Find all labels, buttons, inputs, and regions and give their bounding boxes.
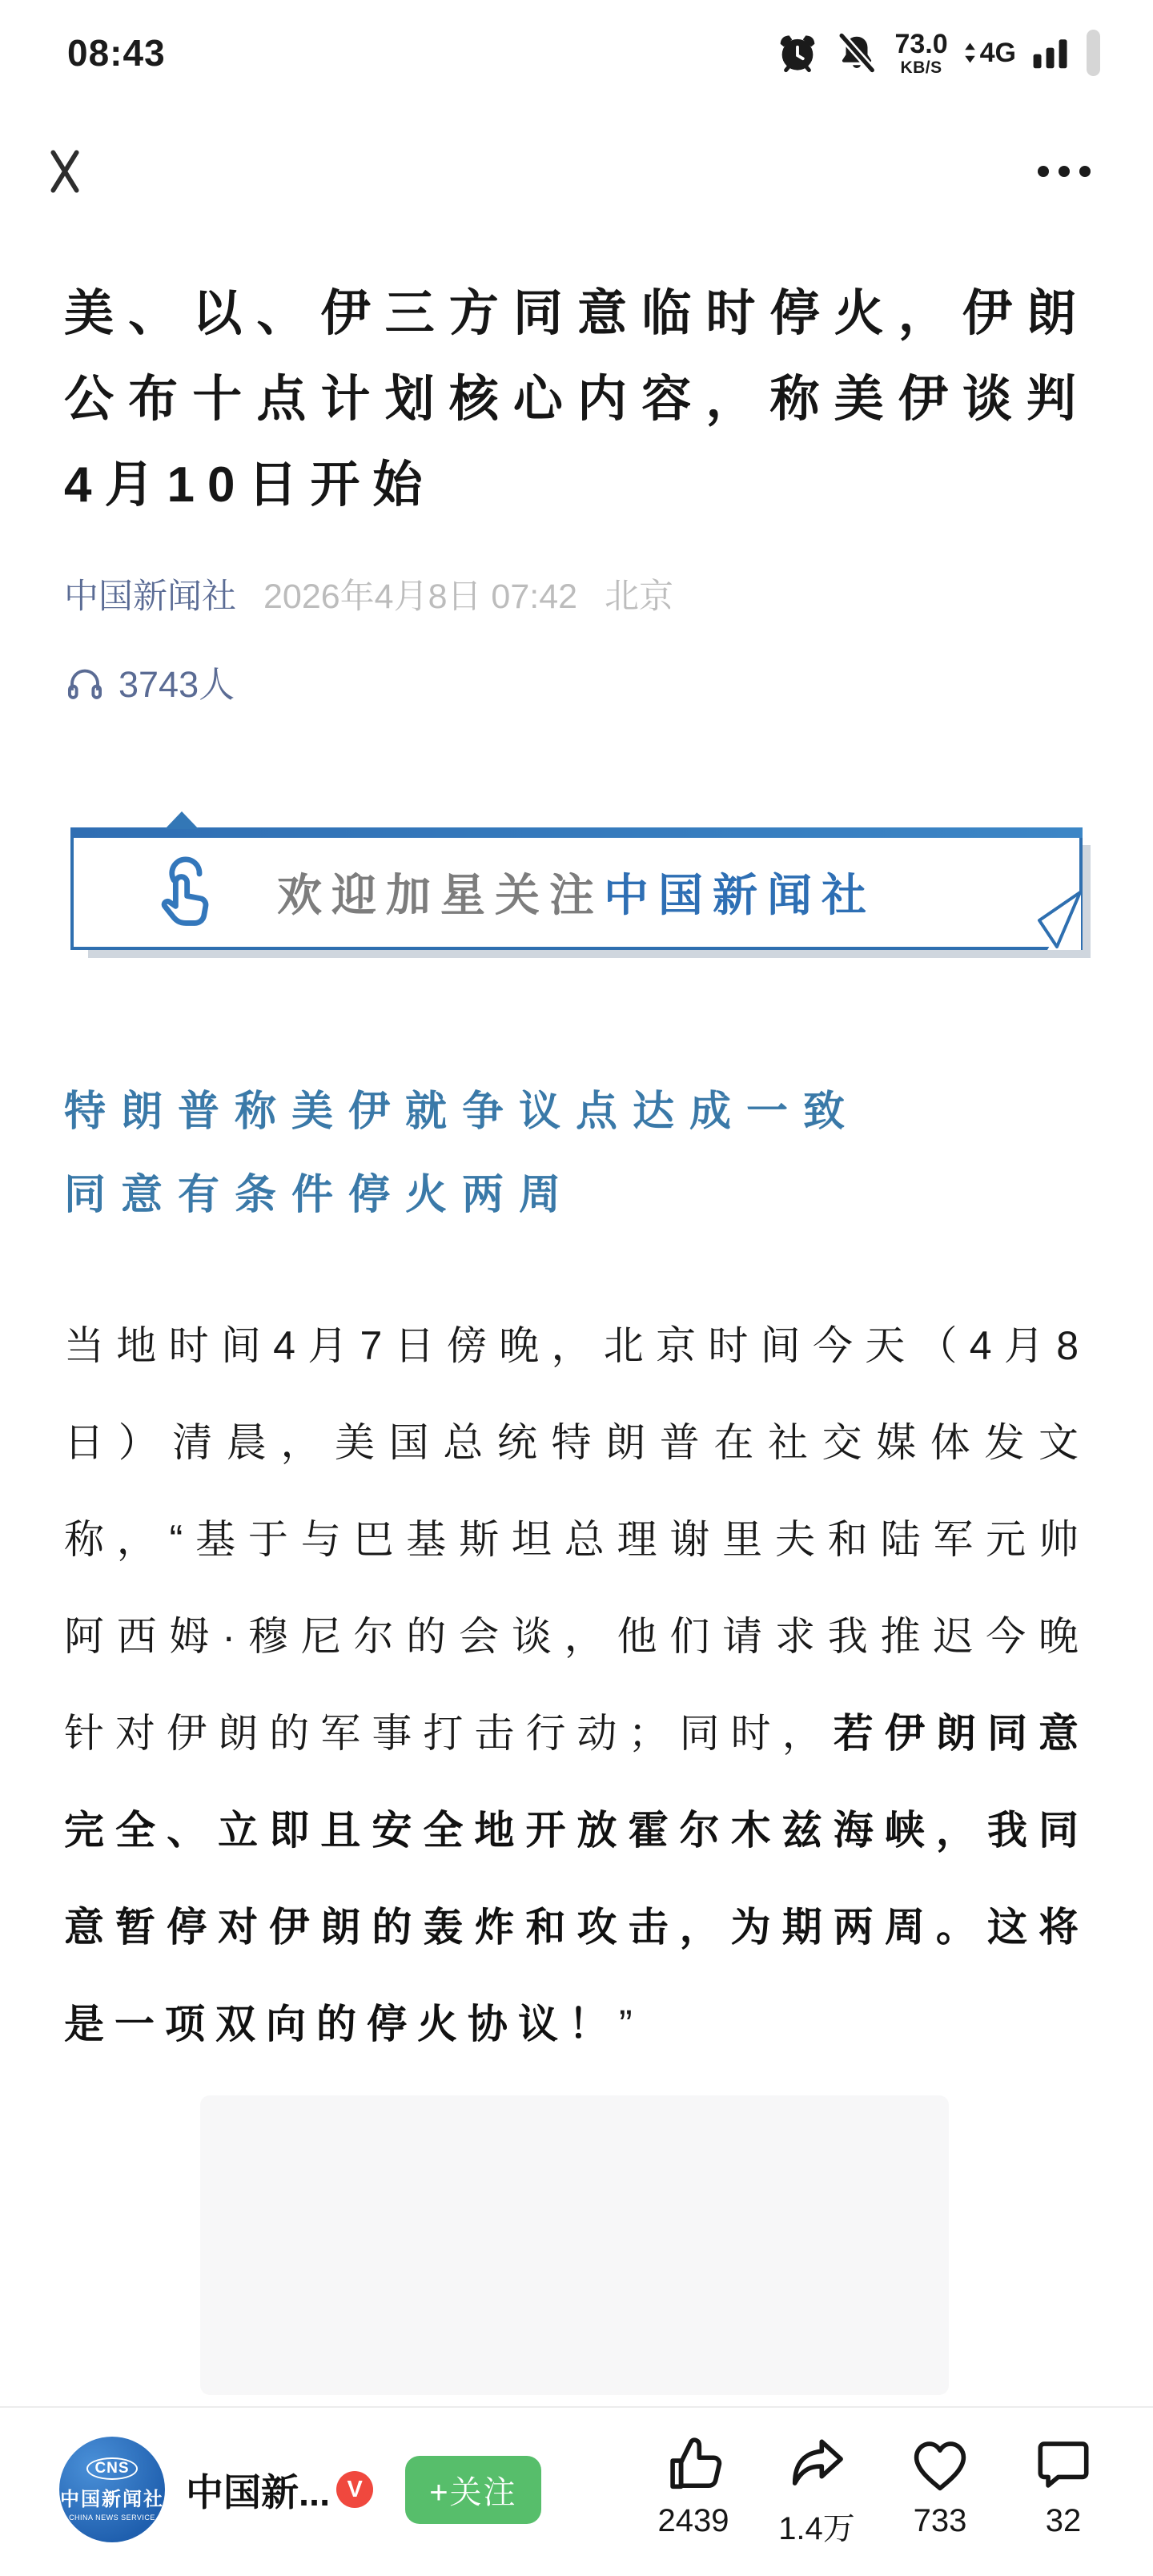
section-heading (64, 1070, 1089, 1237)
tap-hand-icon (147, 854, 227, 934)
favorite-count: 733 (913, 2502, 967, 2538)
publish-datetime: 2026年4月8日 07:42 (263, 578, 578, 616)
comment-count: 32 (1045, 2502, 1082, 2538)
share-button[interactable] (778, 2431, 855, 2549)
comment-button[interactable] (1025, 2431, 1102, 2549)
network-speed-value: 73.0 (894, 28, 948, 59)
data-arrows-icon (964, 42, 976, 64)
banner-account: 中国新闻社 (604, 870, 876, 920)
audio-listen-row[interactable] (64, 655, 1089, 707)
status-icons (776, 30, 1100, 76)
follow-banner[interactable] (70, 827, 1083, 950)
thumbs-up-icon (660, 2431, 727, 2498)
close-icon[interactable] (43, 146, 86, 197)
banner-notch (165, 811, 199, 829)
engagement-stats (655, 2431, 1102, 2549)
article-paragraph (64, 1298, 1089, 2073)
paragraph-normal-1: 当地时间4月7日傍晚，北京时间今天（4月8日）清晨，美国总统特朗普在社交媒体发文称，“基于与巴基斯坦总理谢里夫和陆军元帅阿西姆·穆尼尔的会谈，他们请求我推迟今晚针对伊朗的军事打击行动；同时， (64, 1323, 1089, 1756)
article-image[interactable] (200, 2095, 949, 2395)
page-curl-decoration (1006, 859, 1083, 950)
publish-location: 北京 (605, 578, 674, 616)
byline (64, 570, 1089, 618)
network-type-label: 4G (979, 37, 1016, 68)
clock-time: 08:43 (67, 32, 166, 74)
paragraph-bold: 若伊朗同意完全、立即且安全地开放霍尔木兹海峡，我同意暂停对伊朗的轰炸和攻击，为期两周。这将是一项双向的停火协议！ (64, 1711, 1090, 2047)
favorite-button[interactable] (902, 2431, 978, 2549)
signal-strength-icon (1032, 37, 1071, 69)
account-name[interactable]: 中国新... (186, 2470, 331, 2514)
footer-bar (0, 2406, 1153, 2576)
headphones-icon (64, 661, 106, 702)
network-speed-unit: KB/S (900, 58, 942, 77)
banner-top-bar (70, 827, 1083, 838)
notifications-muted-icon (835, 31, 878, 74)
article-title: 美、以、伊三方同意临时停火，伊朗公布十点计划核心内容，称美伊谈判4月10日开始 (64, 286, 1089, 513)
network-speed (894, 30, 947, 76)
alarm-icon (776, 31, 819, 74)
banner-body (70, 838, 1083, 950)
section-heading-line2: 同意有条件停火两周 (64, 1172, 576, 1218)
share-arrow-icon (783, 2431, 850, 2498)
heart-icon (906, 2431, 974, 2498)
battery-icon (1087, 30, 1100, 76)
banner-prefix: 欢迎加星关注 (277, 870, 604, 920)
follow-button[interactable]: +关注 (405, 2456, 540, 2524)
like-count: 2439 (657, 2502, 729, 2538)
avatar-cn-name: 中国新闻社 (60, 2489, 164, 2510)
status-bar (0, 0, 1153, 95)
comment-bubble-icon (1030, 2431, 1097, 2498)
verified-badge: V (336, 2471, 373, 2508)
avatar-en-name: CHINA NEWS SERVICE (69, 2514, 155, 2522)
listen-count: 3743人 (119, 664, 235, 705)
network-type (964, 38, 1016, 69)
avatar[interactable] (59, 2437, 165, 2542)
section-heading-line1: 特朗普称美伊就争议点达成一致 (64, 1089, 861, 1135)
more-menu-icon[interactable] (1036, 163, 1092, 180)
like-button[interactable] (655, 2431, 732, 2549)
avatar-emblem: CNS (86, 2457, 137, 2480)
source-account-link[interactable]: 中国新闻社 (64, 578, 236, 616)
paragraph-normal-2: ” (619, 2002, 643, 2047)
share-count: 1.4万 (778, 2510, 855, 2546)
banner-text (277, 860, 876, 924)
nav-bar (0, 123, 1153, 219)
